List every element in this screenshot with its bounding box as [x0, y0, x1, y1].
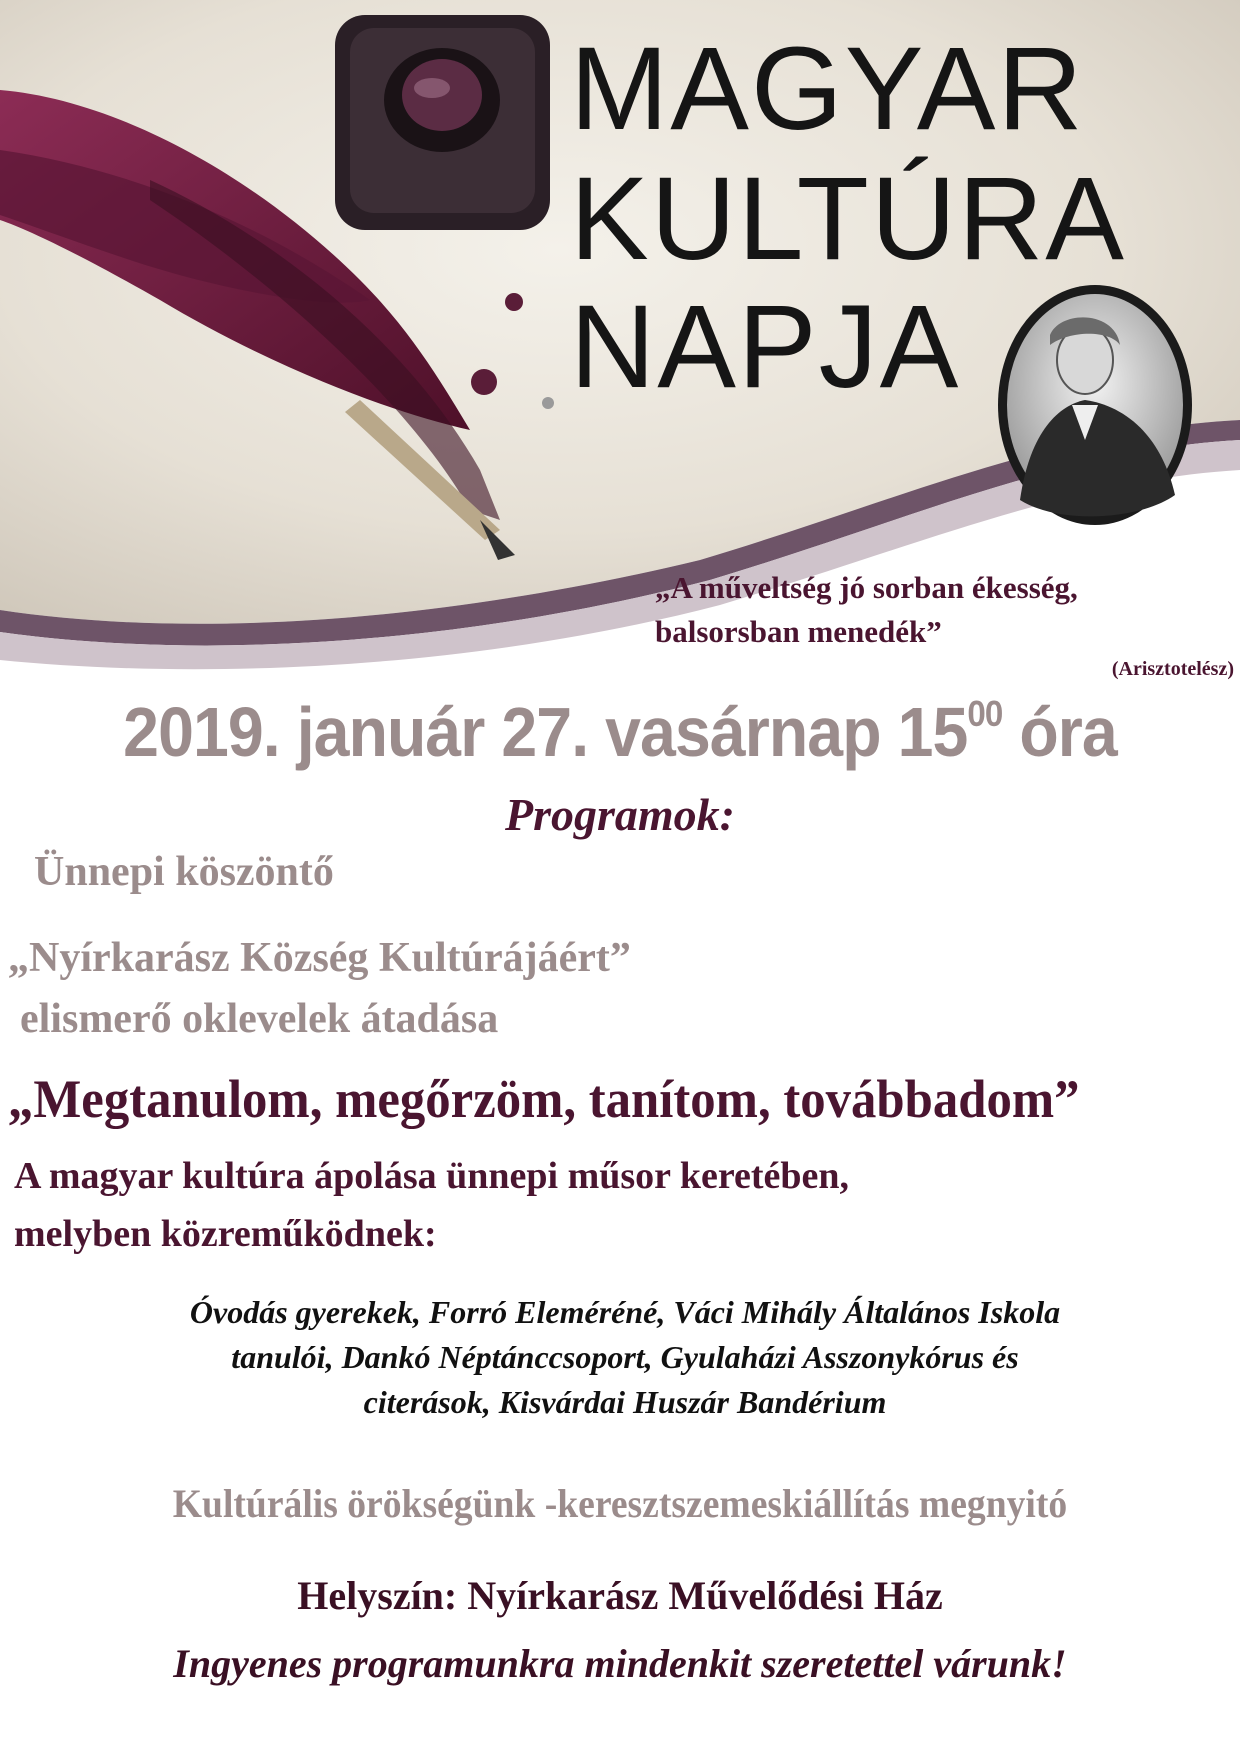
programs-heading: Programok: [505, 789, 735, 840]
program-description-line-2: melyben közreműködnek: [14, 1213, 437, 1255]
performers-line-3: citerások, Kisvárdai Huszár Bandérium [363, 1384, 887, 1420]
quote-line-1: „A műveltség jó sorban ékesség, [655, 570, 1078, 605]
event-date-suffix: óra [1019, 693, 1117, 771]
performers-line-2: tanulói, Dankó Néptánccsoport, Gyulaházi Asszonykórus és [231, 1339, 1019, 1375]
program-item-award-subtitle: elismerő oklevelek átadása [20, 996, 499, 1042]
program-description-line-1: A magyar kultúra ápolása ünnepi műsor keretében, [14, 1155, 850, 1197]
quote-line-2: balsorsban menedék” [655, 614, 942, 649]
title-line-magyar: MAGYAR [570, 23, 1085, 155]
program-item-exhibition: Kultúrális örökségünk -keresztszemeskiállítás megnyitó [172, 1481, 1068, 1526]
invitation: Ingyenes programunkra mindenkit szeretettel várunk! [173, 1641, 1067, 1686]
event-date [50, 692, 1191, 772]
quote-author: (Arisztotelész) [1111, 658, 1234, 680]
program-item-greeting: Ünnepi köszöntő [34, 849, 334, 895]
event-date-main: 2019. január 27. vasárnap 15 [123, 693, 968, 771]
quote [655, 566, 1235, 654]
program-item-award-title: „Nyírkarász Község Kultúrájáért” [8, 935, 631, 981]
event-date-minutes: 00 [967, 693, 1003, 734]
program-motto: „Megtanulom, megőrzöm, tanítom, továbbadom” [8, 1069, 1080, 1129]
inkwell-illustration [335, 15, 550, 230]
venue: Helyszín: Nyírkarász Művelődési Ház [297, 1573, 943, 1618]
title-line-napja: NAPJA [570, 281, 961, 413]
performers-list [30, 1290, 1220, 1425]
performers-line-1: Óvodás gyerekek, Forró Eleméréné, Váci Mihály Általános Iskola [189, 1294, 1061, 1330]
title-line-kultura: KULTÚRA [570, 153, 1127, 285]
